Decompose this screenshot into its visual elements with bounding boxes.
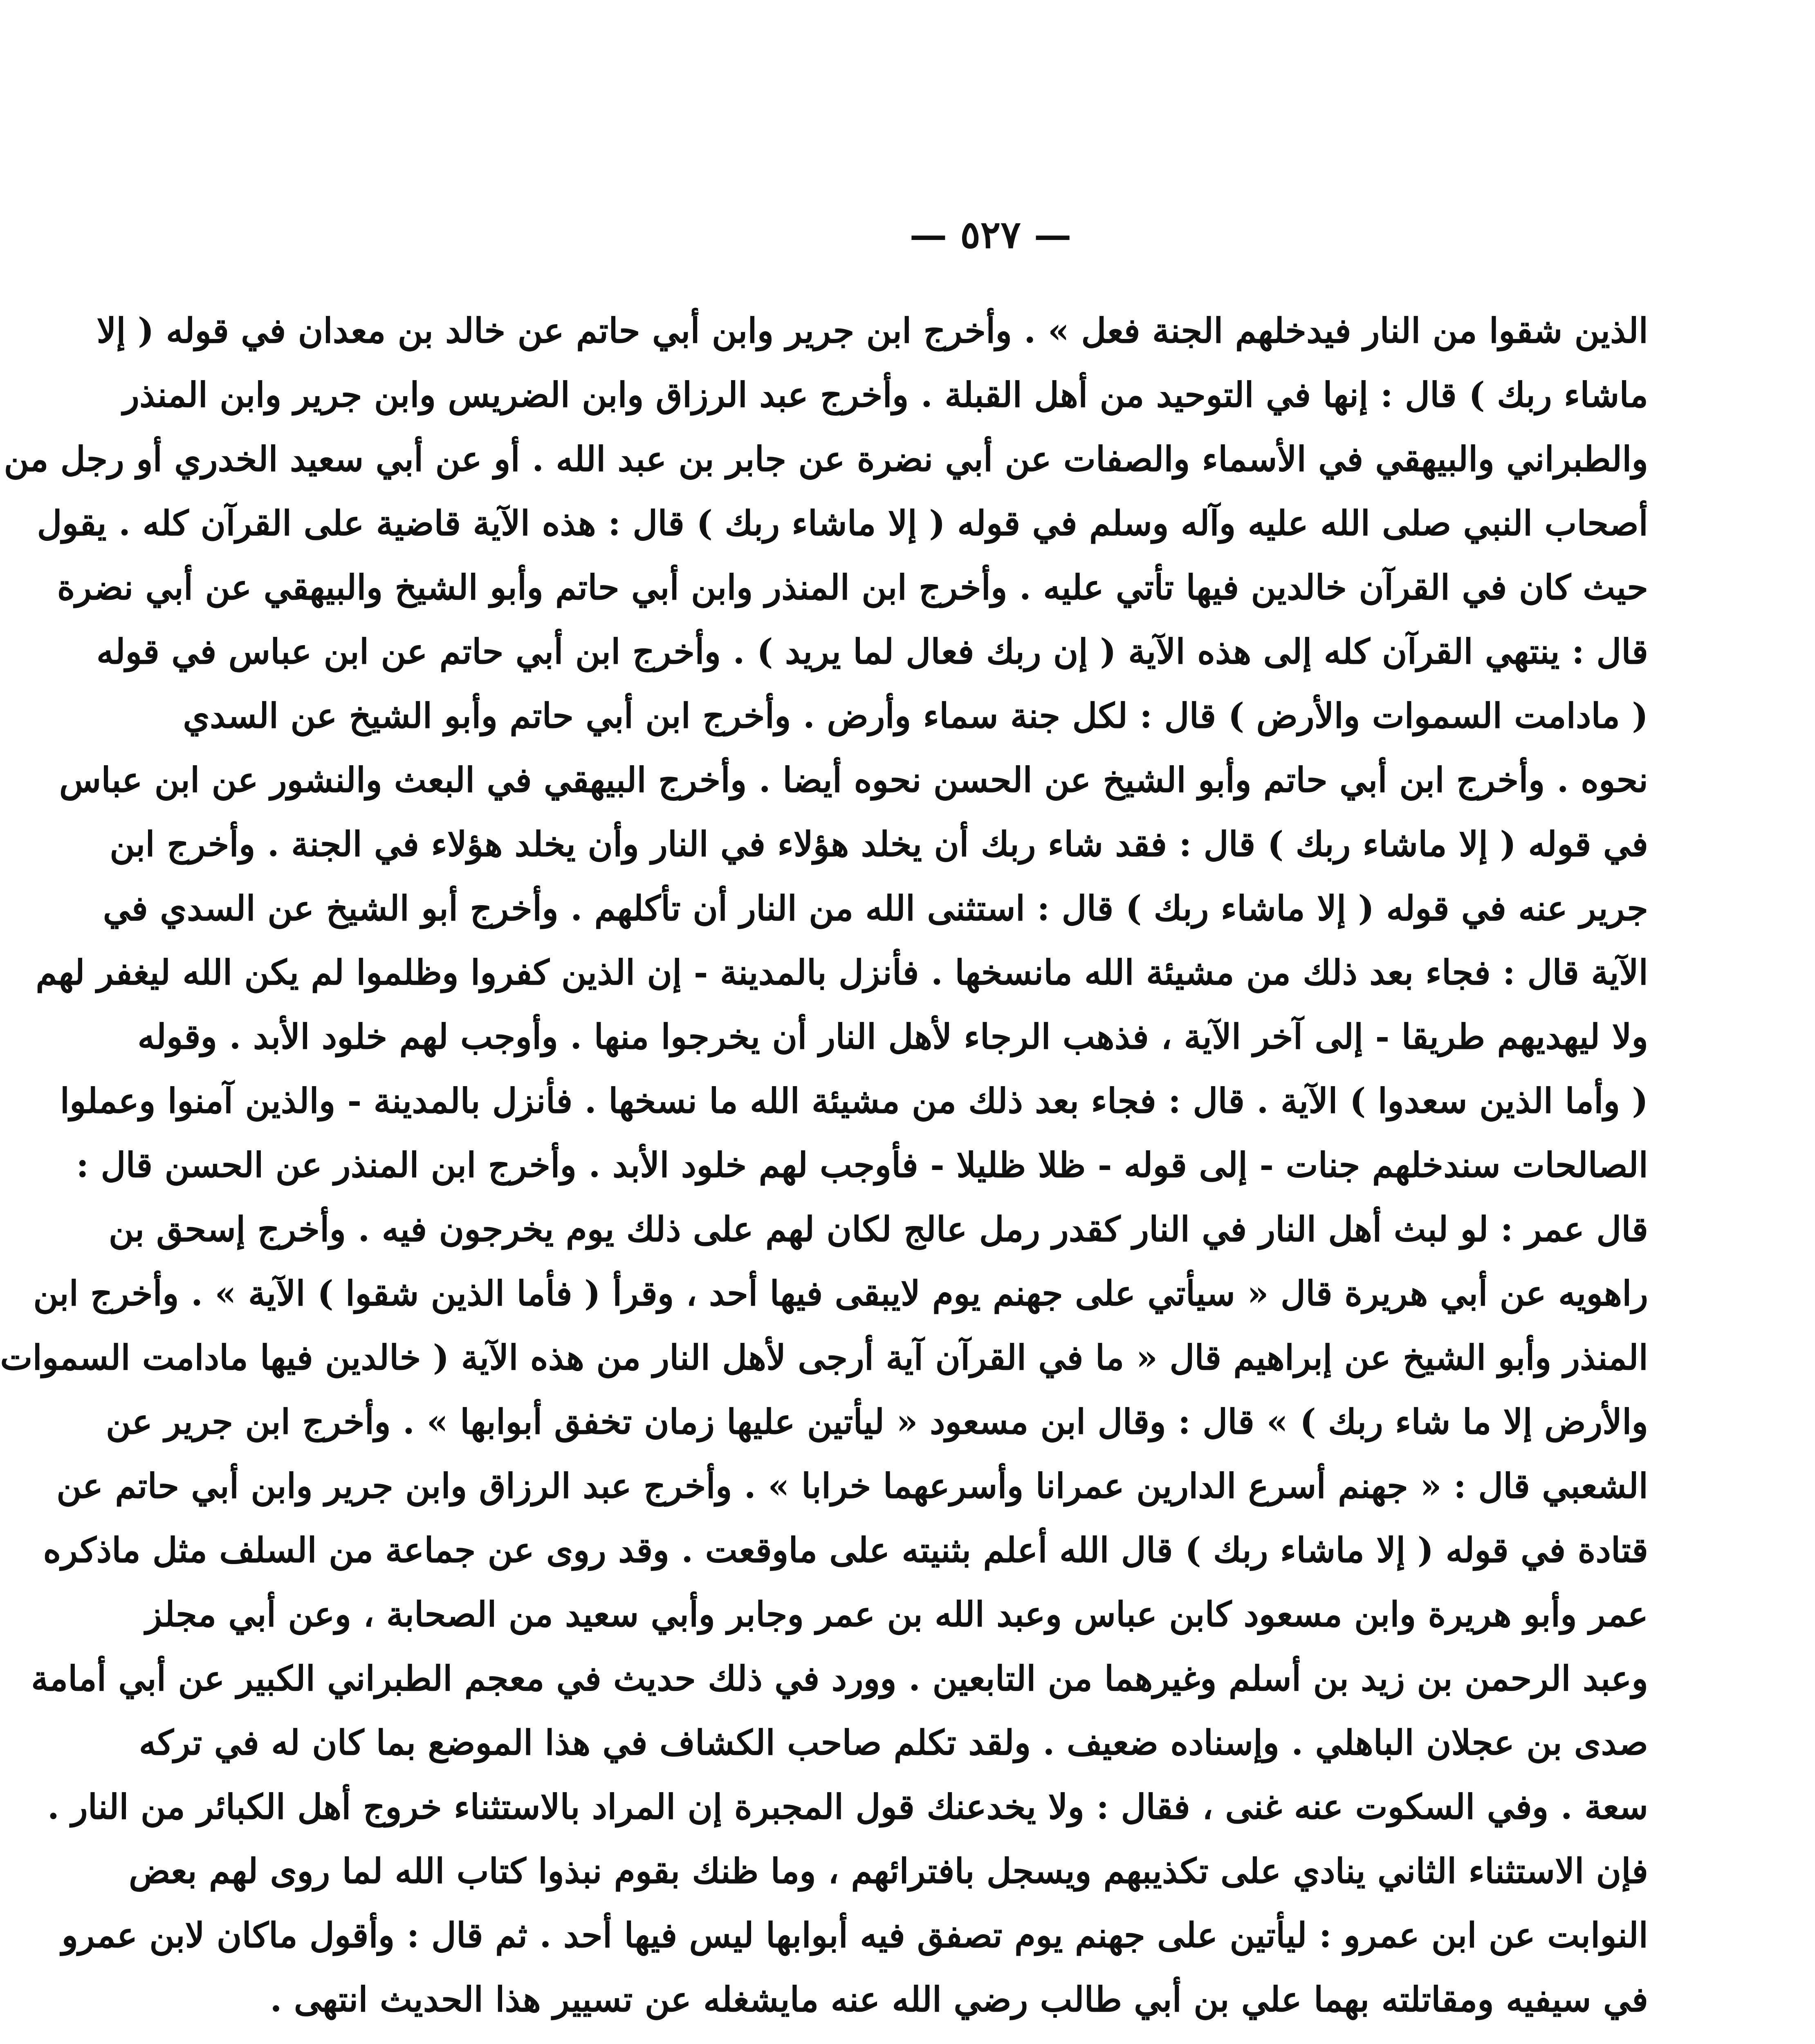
text-line: فإن الاستثناء الثاني ينادي على تكذيبهم ويسجل بافترائهم ، وما ظنك بقوم نبذوا كتاب الله لما روى لهم بعض	[128, 1851, 1648, 1891]
text-line: قتادة في قوله ( إلا ماشاء ربك ) قال الله أعلم بثنيته على ماوقعت . وقد روى عن جماعة من السلف مثل ماذكره	[43, 1530, 1648, 1570]
tafsir-paragraph	[0, 298, 1648, 2031]
text-line: ماشاء ربك ) قال : إنها في التوحيد من أهل القبلة . وأخرج عبد الرزاق وابن الضريس وابن جرير وابن المنذر	[123, 374, 1648, 415]
text-line: الآية قال : فجاء بعد ذلك من مشيئة الله مانسخها . فأنزل بالمدينة - إن الذين كفروا وظلموا لم يكن الله ليغفر لهم	[36, 952, 1648, 993]
text-line: نحوه . وأخرج ابن أبي حاتم وأبو الشيخ عن الحسن نحوه أيضا . وأخرج البيهقي في البعث والنشور عن ابن عباس	[59, 760, 1648, 800]
text-line: المنذر وأبو الشيخ عن إبراهيم قال « ما في القرآن آية أرجى لأهل النار من هذه الآية ( خالدين فيها مادامت السموات	[0, 1337, 1648, 1378]
text-line: والطبراني والبيهقي في الأسماء والصفات عن أبي نضرة عن جابر بن عبد الله . أو عن أبي سعيد الخدري أو رجل من	[4, 439, 1648, 479]
text-line: قال عمر : لو لبث أهل النار في النار كقدر رمل عالج لكان لهم على ذلك يوم يخرجون فيه . وأخرج إسحق بن	[108, 1209, 1648, 1249]
text-line: الذين شقوا من النار فيدخلهم الجنة فعل » . وأخرج ابن جرير وابن أبي حاتم عن خالد بن معدان في قوله ( إلا	[96, 310, 1648, 351]
text-line: راهويه عن أبي هريرة قال « سيأتي على جهنم يوم لايبقى فيها أحد ، وقرأ ( فأما الذين شقوا ) الآية » . وأخرج ابن	[33, 1273, 1648, 1313]
text-line: الصالحات سندخلهم جنات - إلى قوله - ظلا ظليلا - فأوجب لهم خلود الأبد . وأخرج ابن المنذر عن الحسن قال :	[76, 1145, 1648, 1185]
text-line: سعة . وفي السكوت عنه غنى ، فقال : ولا يخدعنك قول المجبرة إن المراد بالاستثناء خروج أهل الكبائر من النار .	[47, 1786, 1648, 1827]
text-line: الشعبي قال : « جهنم أسرع الدارين عمرانا وأسرعهما خرابا » . وأخرج عبد الرزاق وابن جرير وابن أبي حاتم عن	[56, 1466, 1648, 1506]
text-line: في قوله ( إلا ماشاء ربك ) قال : فقد شاء ربك أن يخلد هؤلاء في النار وأن يخلد هؤلاء في الجنة . وأخرج ابن	[110, 824, 1648, 864]
text-line: حيث كان في القرآن خالدين فيها تأتي عليه . وأخرج ابن المنذر وابن أبي حاتم وأبو الشيخ والبيهقي عن أبي نضرة	[57, 567, 1648, 607]
text-line: عمر وأبو هريرة وابن مسعود كابن عباس وعبد الله بن عمر وجابر وأبي سعيد من الصحابة ، وعن أبي مجلز	[145, 1594, 1648, 1634]
text-line: النوابت عن ابن عمرو : ليأتين على جهنم يوم تصفق فيه أبوابها ليس فيها أحد . ثم قال : وأقول ماكان لابن عمرو	[61, 1915, 1648, 1955]
text-line: ( وأما الذين سعدوا ) الآية . قال : فجاء بعد ذلك من مشيئة الله ما نسخها . فأنزل بالمدينة - والذين آمنوا وعملوا	[60, 1080, 1648, 1121]
text-line: وعبد الرحمن بن زيد بن أسلم وغيرهما من التابعين . وورد في ذلك حديث في معجم الطبراني الكبير عن أبي أمامة	[31, 1658, 1648, 1699]
page-number: — ٥٢٧ —	[909, 213, 1072, 257]
text-line: أصحاب النبي صلى الله عليه وآله وسلم في قوله ( إلا ماشاء ربك ) قال : هذه الآية قاضية على القرآن كله . يقول	[37, 503, 1648, 543]
text-line: والأرض إلا ما شاء ربك ) » قال : وقال ابن مسعود « ليأتين عليها زمان تخفق أبوابها » . وأخرج ابن جرير عن	[105, 1401, 1648, 1442]
text-line: جرير عنه في قوله ( إلا ماشاء ربك ) قال : استثنى الله من النار أن تأكلهم . وأخرج أبو الشيخ عن السدي في	[103, 888, 1648, 928]
text-line: صدى بن عجلان الباهلي . وإسناده ضعيف . ولقد تكلم صاحب الكشاف في هذا الموضع بما كان له في تركه	[139, 1722, 1648, 1763]
text-line: قال : ينتهي القرآن كله إلى هذه الآية ( إن ربك فعال لما يريد ) . وأخرج ابن أبي حاتم عن ابن عباس في قوله	[96, 631, 1648, 672]
text-line: ولا ليهديهم طريقا - إلى آخر الآية ، فذهب الرجاء لأهل النار أن يخرجوا منها . وأوجب لهم خلود الأبد . وقوله	[137, 1016, 1648, 1057]
text-line: ( مادامت السموات والأرض ) قال : لكل جنة سماء وأرض . وأخرج ابن أبي حاتم وأبو الشيخ عن السدي	[183, 695, 1648, 736]
text-line: في سيفيه ومقاتلته بهما علي بن أبي طالب رضي الله عنه مايشغله عن تسيير هذا الحديث انتهى .	[270, 1979, 1648, 2019]
